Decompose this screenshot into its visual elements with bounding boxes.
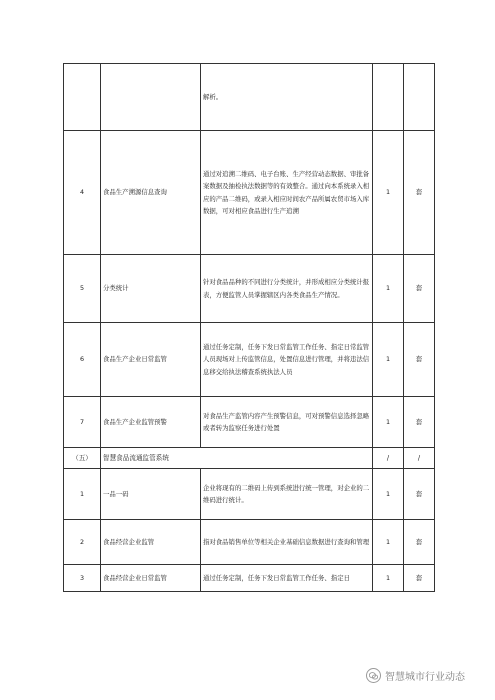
section-number: （五） bbox=[64, 448, 101, 469]
item-unit: 套 bbox=[404, 323, 435, 397]
item-number: 3 bbox=[64, 565, 101, 592]
item-description: 通过对追溯二维码、电子台账、生产经营动态数据、审批备案数据及抽检执法数据等的有效整合。通过向本系统录入相应的产品二维码，或录入相应时间农产品所属农贸市场入库数据，可对相应食品进行生产追溯 bbox=[201, 131, 373, 255]
item-name: 食品生产企业日常监管 bbox=[101, 323, 201, 397]
table-row bbox=[64, 520, 435, 565]
item-description: 解析。 bbox=[201, 64, 373, 131]
item-quantity: 1 bbox=[373, 255, 404, 323]
table-row bbox=[64, 469, 435, 520]
item-name: 食品生产企业监管预警 bbox=[101, 397, 201, 448]
procurement-table bbox=[63, 63, 435, 592]
item-description: 通过任务定制，任务下发日常监管工作任务、指定日 bbox=[201, 565, 373, 592]
item-quantity: 1 bbox=[373, 397, 404, 448]
item-number: 4 bbox=[64, 131, 101, 255]
item-description: 通过任务定制，任务下发日常监管工作任务、指定日常监管人员现场对上传监管信息，处置信息进行管理，并将违法信息移交给执法稽查系统执法人员 bbox=[201, 323, 373, 397]
item-unit: 套 bbox=[404, 397, 435, 448]
item-quantity: 1 bbox=[373, 565, 404, 592]
item-name: 食品经营企业监管 bbox=[101, 520, 201, 565]
item-name: 食品经营企业日常监管 bbox=[101, 565, 201, 592]
wechat-icon bbox=[366, 668, 381, 683]
item-unit: 套 bbox=[404, 255, 435, 323]
section-unit: / bbox=[404, 448, 435, 469]
item-unit: 套 bbox=[404, 565, 435, 592]
item-quantity: 1 bbox=[373, 469, 404, 520]
table-row bbox=[64, 64, 435, 131]
watermark bbox=[366, 668, 465, 683]
item-name: 一品一码 bbox=[101, 469, 201, 520]
table-row bbox=[64, 323, 435, 397]
item-number: 6 bbox=[64, 323, 101, 397]
table-row bbox=[64, 255, 435, 323]
item-description: 针对食品品种的不同进行分类统计，并形成相应分类统计报表，方便监管人员掌握辖区内各类食品生产情况。 bbox=[201, 255, 373, 323]
section-title: 智慧食品流通监管系统 bbox=[101, 448, 373, 469]
item-unit bbox=[404, 64, 435, 131]
item-description: 指对食品销售单位等相关企业基础信息数据进行查询和管理 bbox=[201, 520, 373, 565]
watermark-text: 智慧城市行业动态 bbox=[385, 672, 465, 683]
item-description: 对食品生产监管内容产生预警信息，可对预警信息选择忽略或者转为监察任务进行处置 bbox=[201, 397, 373, 448]
item-name bbox=[101, 64, 201, 131]
item-number: 5 bbox=[64, 255, 101, 323]
item-unit: 套 bbox=[404, 469, 435, 520]
item-name: 分类统计 bbox=[101, 255, 201, 323]
table-row bbox=[64, 397, 435, 448]
item-name: 食品生产溯源信息查询 bbox=[101, 131, 201, 255]
table-row bbox=[64, 131, 435, 255]
item-quantity bbox=[373, 64, 404, 131]
section-quantity: / bbox=[373, 448, 404, 469]
item-quantity: 1 bbox=[373, 323, 404, 397]
item-quantity: 1 bbox=[373, 520, 404, 565]
item-quantity: 1 bbox=[373, 131, 404, 255]
item-number: 1 bbox=[64, 469, 101, 520]
item-number: 2 bbox=[64, 520, 101, 565]
item-description: 企业将现有的二维码上传到系统进行统一管理，对企业的二维码进行统计。 bbox=[201, 469, 373, 520]
item-number: 7 bbox=[64, 397, 101, 448]
section-header-row bbox=[64, 448, 435, 469]
item-number bbox=[64, 64, 101, 131]
item-unit: 套 bbox=[404, 520, 435, 565]
table-row bbox=[64, 565, 435, 592]
item-unit: 套 bbox=[404, 131, 435, 255]
